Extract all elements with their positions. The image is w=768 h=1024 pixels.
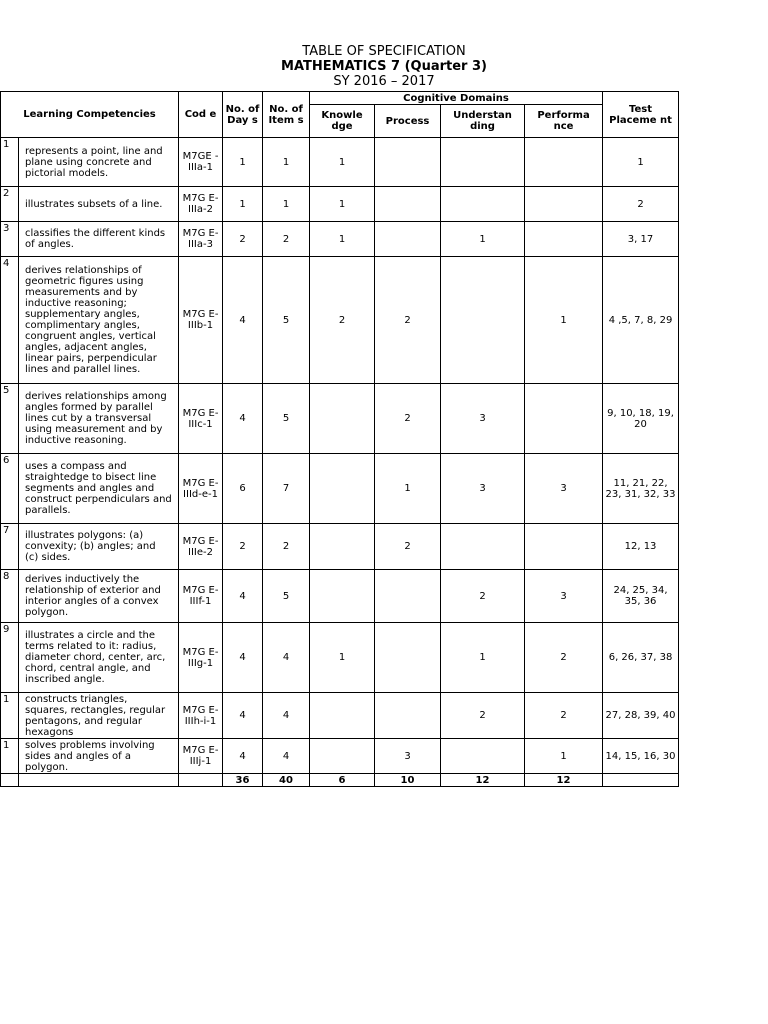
performance-cell: 3 [525,570,603,623]
knowledge-cell: 2 [310,257,375,384]
performance-cell: 2 [525,693,603,739]
knowledge-cell [310,693,375,739]
header-placement: Test Placeme nt [603,92,679,138]
totals-placement-cell [603,774,679,787]
performance-cell: 2 [525,623,603,693]
table-row [1,187,679,222]
code-cell: M7G E-IIIc-1 [179,384,223,454]
knowledge-cell [310,570,375,623]
placement-cell: 2 [603,187,679,222]
code-cell: M7G E-IIIj-1 [179,739,223,774]
subject-title: MATHEMATICS 7 (Quarter 3) [281,59,487,74]
understanding-cell: 2 [441,693,525,739]
header-domains: Cognitive Domains [310,92,603,105]
understanding-cell [441,739,525,774]
school-year: SY 2016 – 2017 [333,74,435,89]
header-competencies: Learning Competencies [1,92,179,138]
total-days: 36 [223,774,263,787]
items-cell: 1 [263,138,310,187]
competency-text: derives relationships among angles formed by parallel lines cut by a transversal using measurement and by inductive reasoning. [19,384,179,454]
competency-text: illustrates polygons: (a) convexity; (b) angles; and (c) sides. [19,524,179,570]
table-row [1,524,679,570]
code-cell: M7G E-IIIa-2 [179,187,223,222]
performance-cell [525,138,603,187]
row-number: 1 [1,739,19,774]
placement-cell: 11, 21, 22, 23, 31, 32, 33 [603,454,679,524]
row-number: 2 [1,187,19,222]
code-cell: M7GE -IIIa-1 [179,138,223,187]
table-row [1,384,679,454]
competency-text: represents a point, line and plane using concrete and pictorial models. [19,138,179,187]
days-cell: 4 [223,257,263,384]
placement-cell: 24, 25, 34, 35, 36 [603,570,679,623]
understanding-cell: 3 [441,384,525,454]
days-cell: 6 [223,454,263,524]
code-cell: M7G E-IIId-e-1 [179,454,223,524]
items-cell: 5 [263,257,310,384]
row-number: 5 [1,384,19,454]
knowledge-cell [310,739,375,774]
performance-cell [525,222,603,257]
specification-table [0,91,679,787]
header-process: Process [375,105,441,138]
total-process: 10 [375,774,441,787]
days-cell: 1 [223,187,263,222]
table-row [1,623,679,693]
knowledge-cell [310,454,375,524]
competency-text: solves problems involving sides and angles of a polygon. [19,739,179,774]
process-cell [375,138,441,187]
days-cell: 1 [223,138,263,187]
total-items: 40 [263,774,310,787]
understanding-cell: 1 [441,222,525,257]
row-number: 6 [1,454,19,524]
table-row [1,222,679,257]
performance-cell [525,524,603,570]
placement-cell: 27, 28, 39, 40 [603,693,679,739]
performance-cell: 1 [525,739,603,774]
header-knowledge: Knowle dge [310,105,375,138]
row-number: 4 [1,257,19,384]
total-performance: 12 [525,774,603,787]
code-cell: M7G E-IIIe-2 [179,524,223,570]
performance-cell [525,384,603,454]
days-cell: 4 [223,693,263,739]
totals-code-cell [179,774,223,787]
competency-text: uses a compass and straightedge to bisect line segments and angles and construct perpendiculars and parallels. [19,454,179,524]
placement-cell: 9, 10, 18, 19, 20 [603,384,679,454]
days-cell: 4 [223,384,263,454]
row-number: 1 [1,138,19,187]
table-row [1,739,679,774]
placement-cell: 3, 17 [603,222,679,257]
process-cell: 2 [375,384,441,454]
code-cell: M7G E-IIIb-1 [179,257,223,384]
header-performance: Performa nce [525,105,603,138]
total-understanding: 12 [441,774,525,787]
days-cell: 2 [223,222,263,257]
process-cell: 2 [375,524,441,570]
row-number: 9 [1,623,19,693]
header-days: No. of Day s [223,92,263,138]
row-number: 7 [1,524,19,570]
competency-text: constructs triangles, squares, rectangles, regular pentagons, and regular hexagons [19,693,179,739]
process-cell: 2 [375,257,441,384]
days-cell: 4 [223,623,263,693]
understanding-cell: 1 [441,623,525,693]
row-number: 1 [1,693,19,739]
process-cell [375,623,441,693]
totals-row [1,774,679,787]
table-row [1,257,679,384]
competency-text: illustrates subsets of a line. [19,187,179,222]
table-row [1,138,679,187]
knowledge-cell [310,384,375,454]
totals-label-cell [19,774,179,787]
understanding-cell [441,524,525,570]
items-cell: 7 [263,454,310,524]
totals-num-cell [1,774,19,787]
document-header [0,44,768,89]
days-cell: 4 [223,570,263,623]
knowledge-cell: 1 [310,187,375,222]
competency-text: derives inductively the relationship of exterior and interior angles of a convex polygon. [19,570,179,623]
items-cell: 5 [263,570,310,623]
understanding-cell [441,138,525,187]
items-cell: 2 [263,222,310,257]
header-code: Cod e [179,92,223,138]
understanding-cell: 3 [441,454,525,524]
code-cell: M7G E-IIIf-1 [179,570,223,623]
competency-text: illustrates a circle and the terms related to it: radius, diameter chord, center, arc, chord, central angle, and inscribed angle. [19,623,179,693]
process-cell: 1 [375,454,441,524]
knowledge-cell: 1 [310,222,375,257]
items-cell: 4 [263,623,310,693]
row-number: 3 [1,222,19,257]
items-cell: 2 [263,524,310,570]
items-cell: 5 [263,384,310,454]
understanding-cell: 2 [441,570,525,623]
days-cell: 4 [223,739,263,774]
placement-cell: 12, 13 [603,524,679,570]
table-row [1,454,679,524]
total-knowledge: 6 [310,774,375,787]
process-cell [375,570,441,623]
competency-text: classifies the different kinds of angles. [19,222,179,257]
knowledge-cell: 1 [310,138,375,187]
process-cell [375,693,441,739]
performance-cell [525,187,603,222]
understanding-cell [441,187,525,222]
days-cell: 2 [223,524,263,570]
items-cell: 1 [263,187,310,222]
performance-cell: 3 [525,454,603,524]
header-items: No. of Item s [263,92,310,138]
code-cell: M7G E-IIIa-3 [179,222,223,257]
placement-cell: 14, 15, 16, 30 [603,739,679,774]
knowledge-cell [310,524,375,570]
code-cell: M7G E-IIIg-1 [179,623,223,693]
understanding-cell [441,257,525,384]
code-cell: M7G E-IIIh-i-1 [179,693,223,739]
table-row [1,570,679,623]
performance-cell: 1 [525,257,603,384]
placement-cell: 6, 26, 37, 38 [603,623,679,693]
process-cell [375,187,441,222]
row-number: 8 [1,570,19,623]
doc-title: TABLE OF SPECIFICATION [302,44,466,59]
items-cell: 4 [263,739,310,774]
placement-cell: 4 ,5, 7, 8, 29 [603,257,679,384]
placement-cell: 1 [603,138,679,187]
items-cell: 4 [263,693,310,739]
header-understanding: Understan ding [441,105,525,138]
knowledge-cell: 1 [310,623,375,693]
table-row [1,693,679,739]
process-cell [375,222,441,257]
process-cell: 3 [375,739,441,774]
competency-text: derives relationships of geometric figures using measurements and by inductive reasoning; supplementary angles, complimentary angles, congruent angles, vertical angles, adjacent angles, linear pairs, perpendicular lines and parallel lines. [19,257,179,384]
